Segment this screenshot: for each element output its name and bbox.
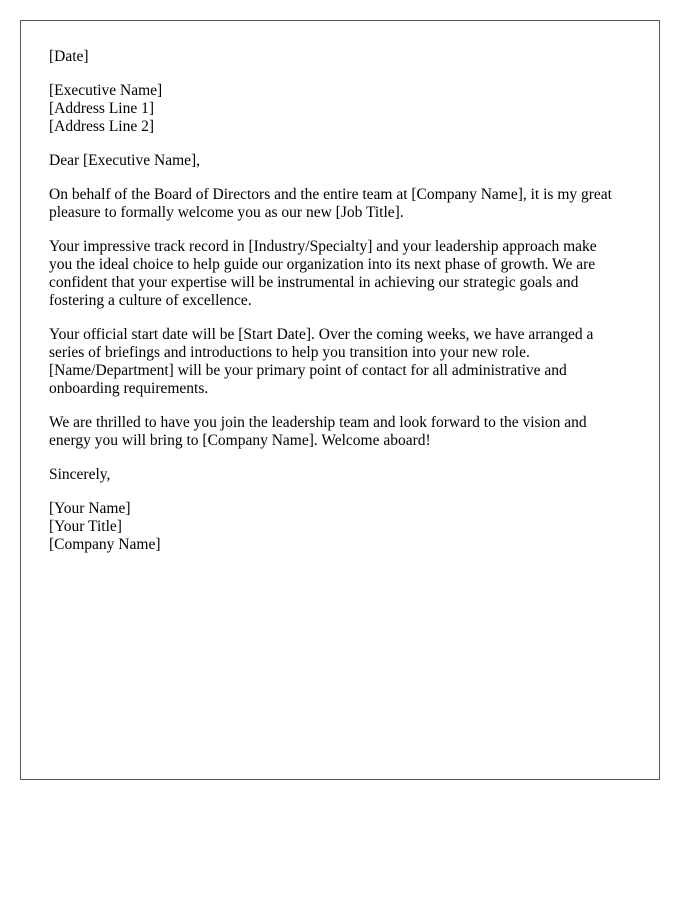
paragraph-line: series of briefings and introductions to help you transition into your new role. [49,344,530,361]
paragraph-line: Your impressive track record in [Industry/Specialty] and your leadership approach make [49,238,597,255]
paragraph-line: Your official start date will be [Start Date]. Over the coming weeks, we have arranged a [49,326,594,343]
paragraph-line: you the ideal choice to help guide our organization into its next phase of growth. We are [49,256,596,273]
date-block [49,48,631,66]
signature-block [49,500,631,554]
paragraph-line: fostering a culture of excellence. [49,292,252,309]
paragraph-start-details [49,326,631,398]
recipient-name: [Executive Name] [49,82,163,99]
paragraph-qualifications [49,238,631,310]
letter-page [20,20,660,780]
paragraph-welcome [49,186,631,222]
paragraph-line: confident that your expertise will be instrumental in achieving our strategic goals and [49,274,579,291]
paragraph-line: [Name/Department] will be your primary point of contact for all administrative and [49,362,567,379]
closing-block [49,466,631,484]
letter-date: [Date] [49,48,89,65]
recipient-address-line-1: [Address Line 1] [49,100,155,117]
signature-title: [Your Title] [49,518,122,535]
paragraph-line: pleasure to formally welcome you as our new [Job Title]. [49,204,404,221]
closing: Sincerely, [49,466,111,483]
paragraph-closing-remarks [49,414,631,450]
paragraph-line: onboarding requirements. [49,380,209,397]
paragraph-line: energy you will bring to [Company Name]. Welcome aboard! [49,432,431,449]
paragraph-line: On behalf of the Board of Directors and the entire team at [Company Name], it is my great [49,186,612,203]
signature-name: [Your Name] [49,500,131,517]
signature-company: [Company Name] [49,536,161,553]
recipient-address-block [49,82,631,136]
paragraph-line: We are thrilled to have you join the leadership team and look forward to the vision and [49,414,587,431]
salutation-block [49,152,631,170]
salutation: Dear [Executive Name], [49,152,201,169]
recipient-address-line-2: [Address Line 2] [49,118,155,135]
